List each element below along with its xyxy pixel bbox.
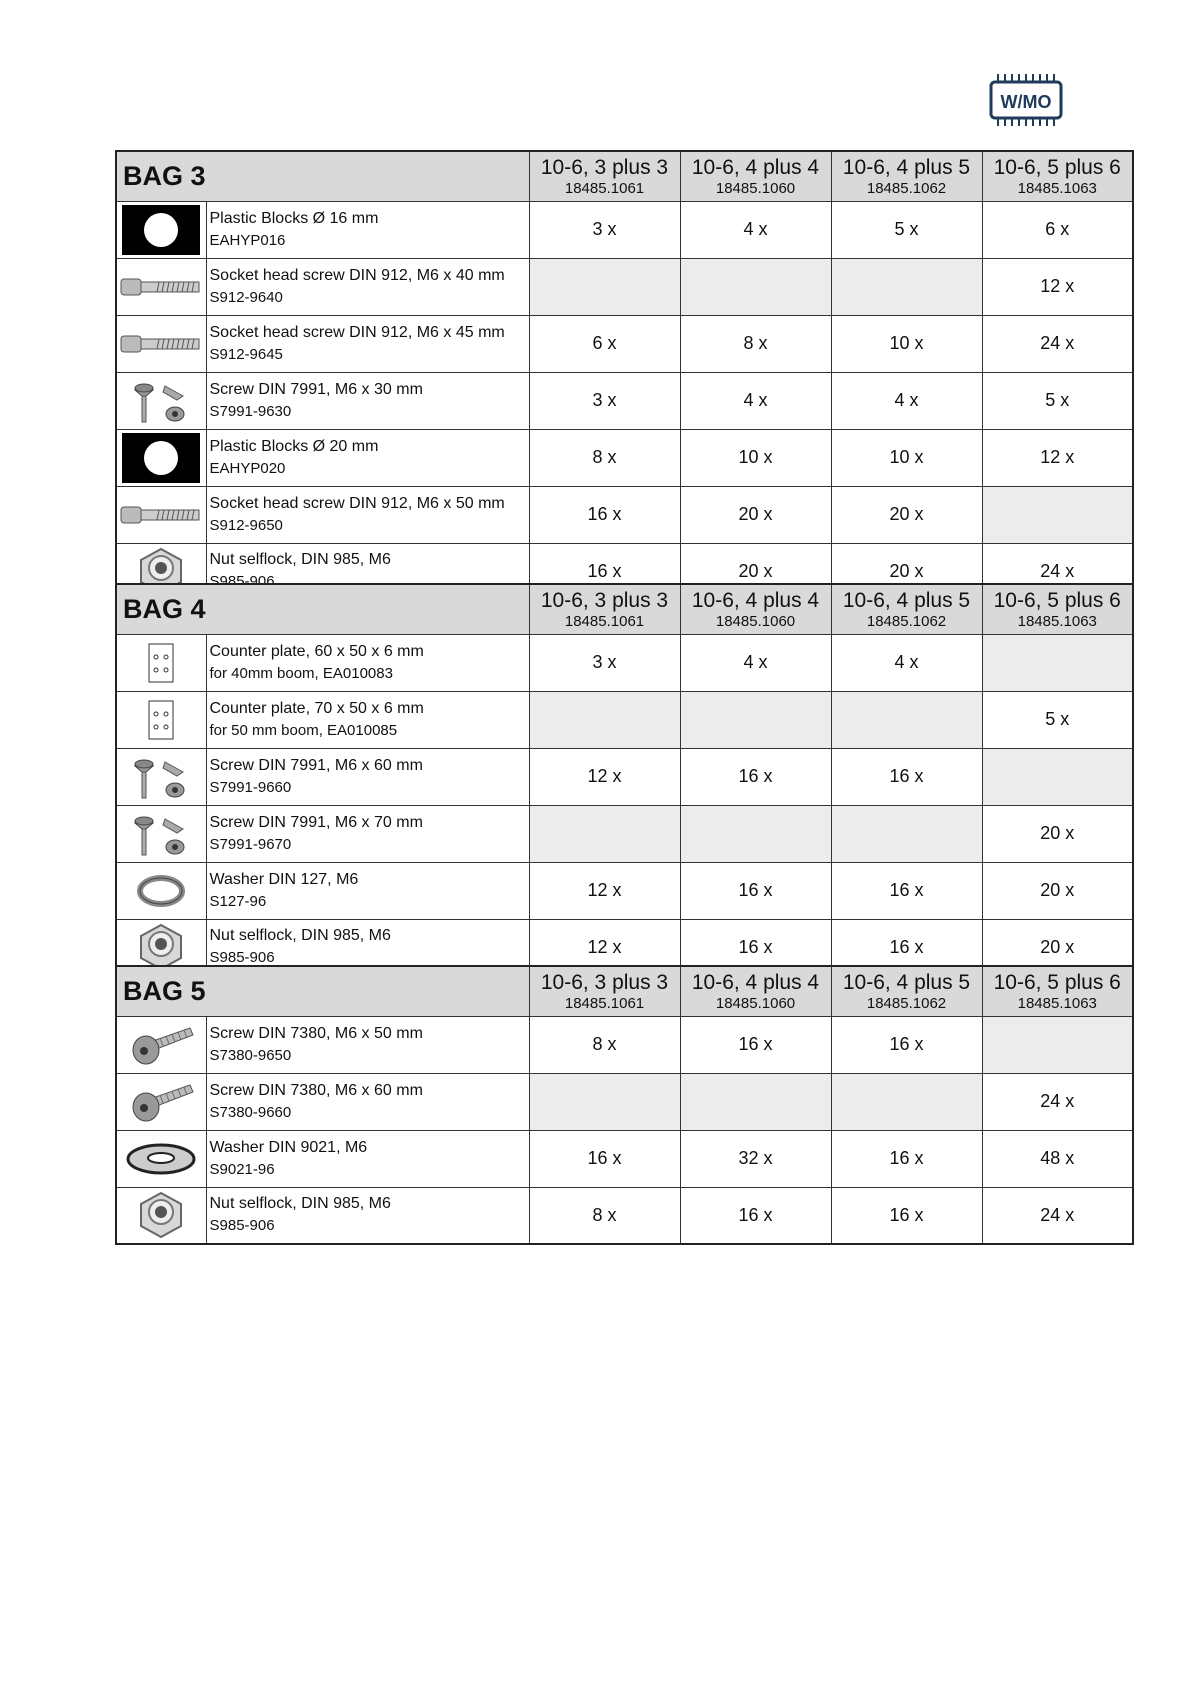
table-row	[116, 634, 1133, 691]
column-article-number: 18485.1061	[564, 995, 645, 1013]
item-description: Plastic Blocks Ø 20 mm	[209, 437, 379, 455]
table-row	[116, 315, 1133, 372]
item-description: Washer DIN 127, M6	[209, 870, 359, 888]
quantity-cell: 16 x	[680, 1016, 831, 1073]
quantity-cell: 24 x	[982, 543, 1133, 600]
quantity-cell: 16 x	[831, 919, 982, 976]
item-description: Plastic Blocks Ø 16 mm	[209, 209, 379, 227]
quantity-cell: 12 x	[529, 862, 680, 919]
table-row	[116, 862, 1133, 919]
table-row	[116, 1130, 1133, 1187]
plastic-block-icon	[116, 201, 206, 258]
quantity-cell: 12 x	[529, 919, 680, 976]
wimo-logo	[988, 72, 1064, 128]
quantity-cell: 4 x	[831, 372, 982, 429]
item-code: S912-9650	[209, 516, 283, 534]
table-row	[116, 372, 1133, 429]
item-description-cell	[206, 1130, 529, 1187]
column-variant: 10-6, 4 plus 5	[842, 589, 971, 613]
quantity-cell	[982, 634, 1133, 691]
quantity-cell: 16 x	[680, 748, 831, 805]
item-description: Screw DIN 7991, M6 x 30 mm	[209, 380, 423, 398]
column-variant: 10-6, 3 plus 3	[540, 971, 669, 995]
item-description-cell	[206, 634, 529, 691]
item-description: Washer DIN 9021, M6	[209, 1138, 368, 1156]
table-row	[116, 1073, 1133, 1130]
column-header	[982, 966, 1133, 1016]
quantity-cell	[982, 748, 1133, 805]
quantity-cell: 20 x	[982, 919, 1133, 976]
quantity-cell: 6 x	[982, 201, 1133, 258]
quantity-cell: 10 x	[831, 429, 982, 486]
item-code: for 40mm boom, EA010083	[209, 664, 393, 682]
column-article-number: 18485.1063	[1017, 995, 1097, 1013]
item-description-cell	[206, 691, 529, 748]
quantity-cell: 16 x	[529, 486, 680, 543]
column-article-number: 18485.1060	[715, 180, 796, 198]
table-row	[116, 748, 1133, 805]
column-article-number: 18485.1061	[564, 613, 645, 631]
item-description: Socket head screw DIN 912, M6 x 40 mm	[209, 266, 505, 284]
column-variant: 10-6, 4 plus 4	[691, 156, 820, 180]
countersunk-screw-icon	[116, 805, 206, 862]
column-header	[680, 151, 831, 201]
column-header	[982, 151, 1133, 201]
item-code: EAHYP020	[209, 459, 286, 477]
column-header	[982, 584, 1133, 634]
table-row	[116, 486, 1133, 543]
column-article-number: 18485.1062	[866, 995, 947, 1013]
quantity-cell: 16 x	[680, 919, 831, 976]
item-code: EAHYP016	[209, 231, 286, 249]
quantity-cell: 10 x	[831, 315, 982, 372]
quantity-cell	[529, 691, 680, 748]
plastic-block-icon	[116, 429, 206, 486]
quantity-cell: 20 x	[680, 486, 831, 543]
counter-plate-icon	[116, 634, 206, 691]
table-row	[116, 258, 1133, 315]
counter-plate-icon	[116, 691, 206, 748]
item-description-cell	[206, 748, 529, 805]
column-article-number: 18485.1061	[564, 180, 645, 198]
item-description-cell	[206, 1016, 529, 1073]
quantity-cell: 8 x	[529, 1016, 680, 1073]
bag-table	[115, 150, 1134, 601]
column-variant: 10-6, 3 plus 3	[540, 589, 669, 613]
column-variant: 10-6, 4 plus 4	[691, 589, 820, 613]
table-row	[116, 1187, 1133, 1244]
table-row	[116, 201, 1133, 258]
quantity-cell	[680, 805, 831, 862]
quantity-cell: 5 x	[831, 201, 982, 258]
quantity-cell: 3 x	[529, 372, 680, 429]
quantity-cell: 16 x	[831, 862, 982, 919]
column-article-number: 18485.1060	[715, 995, 796, 1013]
quantity-cell: 16 x	[831, 748, 982, 805]
item-description: Screw DIN 7991, M6 x 70 mm	[209, 813, 423, 831]
svg-text:W/MO: W/MO	[1000, 92, 1052, 112]
quantity-cell: 20 x	[982, 805, 1133, 862]
quantity-cell: 16 x	[831, 1187, 982, 1244]
countersunk-screw-icon	[116, 748, 206, 805]
item-code: S912-9640	[209, 288, 283, 306]
flat-washer-icon	[116, 1130, 206, 1187]
quantity-cell	[831, 258, 982, 315]
quantity-cell: 20 x	[982, 862, 1133, 919]
bag-header-row	[116, 151, 1133, 201]
quantity-cell: 20 x	[680, 543, 831, 600]
item-code: S985-906	[209, 949, 275, 967]
quantity-cell: 6 x	[529, 315, 680, 372]
item-description: Screw DIN 7380, M6 x 60 mm	[209, 1081, 423, 1099]
quantity-cell: 12 x	[982, 429, 1133, 486]
quantity-cell: 4 x	[680, 634, 831, 691]
table-row	[116, 429, 1133, 486]
bag-title: BAG 4	[116, 584, 529, 634]
quantity-cell: 16 x	[529, 543, 680, 600]
column-variant: 10-6, 5 plus 6	[993, 971, 1121, 995]
column-variant: 10-6, 5 plus 6	[993, 156, 1121, 180]
quantity-cell	[529, 1073, 680, 1130]
column-header	[529, 151, 680, 201]
item-description-cell	[206, 429, 529, 486]
bag-header-row	[116, 966, 1133, 1016]
item-code: S985-906	[209, 1217, 275, 1235]
quantity-cell: 20 x	[831, 543, 982, 600]
nut-icon	[116, 1187, 206, 1244]
quantity-cell	[529, 258, 680, 315]
quantity-cell	[680, 691, 831, 748]
table-row	[116, 1016, 1133, 1073]
item-code: S127-96	[209, 892, 267, 910]
item-code: S7380-9660	[209, 1103, 292, 1121]
column-header	[680, 584, 831, 634]
quantity-cell: 5 x	[982, 691, 1133, 748]
column-variant: 10-6, 4 plus 5	[842, 971, 971, 995]
quantity-cell: 16 x	[831, 1016, 982, 1073]
quantity-cell: 8 x	[529, 1187, 680, 1244]
quantity-cell: 24 x	[982, 315, 1133, 372]
quantity-cell	[982, 1016, 1133, 1073]
column-header	[680, 966, 831, 1016]
bag-title: BAG 3	[116, 151, 529, 201]
item-description: Socket head screw DIN 912, M6 x 50 mm	[209, 494, 505, 512]
table-row	[116, 691, 1133, 748]
quantity-cell: 16 x	[680, 1187, 831, 1244]
item-code: S7380-9650	[209, 1046, 292, 1064]
quantity-cell: 3 x	[529, 634, 680, 691]
socket-screw-icon	[116, 315, 206, 372]
item-description-cell	[206, 201, 529, 258]
item-description-cell	[206, 1073, 529, 1130]
countersunk-screw-icon	[116, 372, 206, 429]
item-description: Screw DIN 7380, M6 x 50 mm	[209, 1024, 423, 1042]
item-code: S7991-9670	[209, 835, 292, 853]
button-head-screw-icon	[116, 1073, 206, 1130]
column-header	[831, 966, 982, 1016]
quantity-cell	[680, 1073, 831, 1130]
column-variant: 10-6, 5 plus 6	[993, 589, 1121, 613]
item-description-cell	[206, 486, 529, 543]
item-description: Counter plate, 70 x 50 x 6 mm	[209, 699, 424, 717]
quantity-cell	[680, 258, 831, 315]
quantity-cell: 4 x	[680, 372, 831, 429]
quantity-cell: 4 x	[831, 634, 982, 691]
item-description: Nut selflock, DIN 985, M6	[209, 927, 391, 945]
item-description-cell	[206, 372, 529, 429]
quantity-cell: 32 x	[680, 1130, 831, 1187]
quantity-cell: 20 x	[831, 486, 982, 543]
quantity-cell: 4 x	[680, 201, 831, 258]
quantity-cell: 24 x	[982, 1187, 1133, 1244]
item-code: S7991-9660	[209, 778, 292, 796]
bag-table	[115, 583, 1134, 977]
quantity-cell	[831, 1073, 982, 1130]
item-description-cell	[206, 315, 529, 372]
column-article-number: 18485.1062	[866, 180, 947, 198]
quantity-cell	[982, 486, 1133, 543]
quantity-cell: 12 x	[982, 258, 1133, 315]
item-description: Socket head screw DIN 912, M6 x 45 mm	[209, 323, 505, 341]
item-code: S7991-9630	[209, 402, 292, 420]
item-description: Counter plate, 60 x 50 x 6 mm	[209, 642, 424, 660]
bag-table	[115, 965, 1134, 1245]
item-code: for 50 mm boom, EA010085	[209, 721, 398, 739]
bag-title: BAG 5	[116, 966, 529, 1016]
socket-screw-icon	[116, 486, 206, 543]
quantity-cell: 16 x	[680, 862, 831, 919]
column-variant: 10-6, 4 plus 5	[842, 156, 971, 180]
quantity-cell: 10 x	[680, 429, 831, 486]
quantity-cell: 3 x	[529, 201, 680, 258]
item-description-cell	[206, 1187, 529, 1244]
quantity-cell: 24 x	[982, 1073, 1133, 1130]
column-article-number: 18485.1063	[1017, 180, 1097, 198]
item-code: S985-906	[209, 573, 275, 591]
quantity-cell	[831, 805, 982, 862]
button-head-screw-icon	[116, 1016, 206, 1073]
column-article-number: 18485.1063	[1017, 613, 1097, 631]
column-header	[529, 584, 680, 634]
column-header	[529, 966, 680, 1016]
quantity-cell: 8 x	[529, 429, 680, 486]
column-header	[831, 151, 982, 201]
item-description: Screw DIN 7991, M6 x 60 mm	[209, 756, 423, 774]
item-description: Nut selflock, DIN 985, M6	[209, 551, 391, 569]
table-row	[116, 805, 1133, 862]
item-code: S9021-96	[209, 1160, 275, 1178]
quantity-cell	[831, 691, 982, 748]
bag-header-row	[116, 584, 1133, 634]
quantity-cell: 12 x	[529, 748, 680, 805]
quantity-cell: 48 x	[982, 1130, 1133, 1187]
quantity-cell: 16 x	[831, 1130, 982, 1187]
item-description-cell	[206, 862, 529, 919]
column-variant: 10-6, 4 plus 4	[691, 971, 820, 995]
quantity-cell: 8 x	[680, 315, 831, 372]
column-header	[831, 584, 982, 634]
quantity-cell: 16 x	[529, 1130, 680, 1187]
quantity-cell	[529, 805, 680, 862]
quantity-cell: 5 x	[982, 372, 1133, 429]
socket-screw-icon	[116, 258, 206, 315]
item-code: S912-9645	[209, 345, 283, 363]
column-article-number: 18485.1062	[866, 613, 947, 631]
item-description-cell	[206, 258, 529, 315]
spring-washer-icon	[116, 862, 206, 919]
item-description-cell	[206, 805, 529, 862]
item-description: Nut selflock, DIN 985, M6	[209, 1195, 391, 1213]
column-article-number: 18485.1060	[715, 613, 796, 631]
column-variant: 10-6, 3 plus 3	[540, 156, 669, 180]
